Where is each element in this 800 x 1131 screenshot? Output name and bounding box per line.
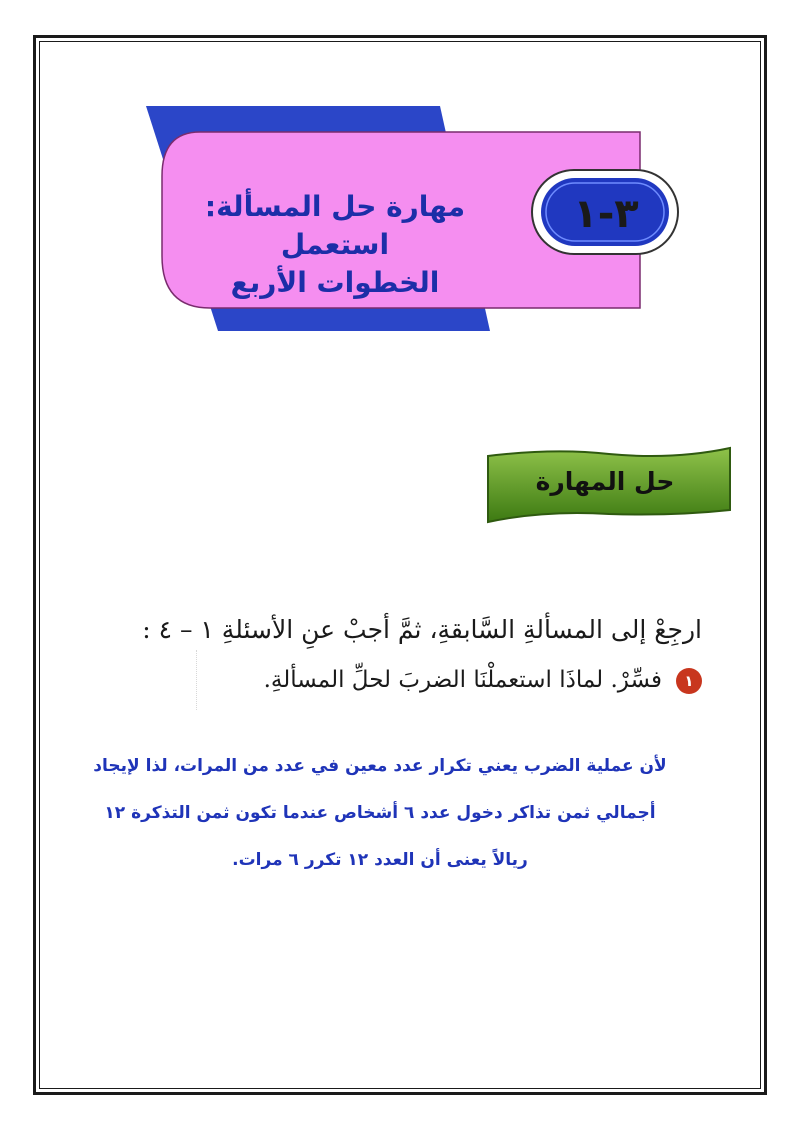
lesson-title-line-2: الخطوات الأربع bbox=[230, 266, 440, 299]
item-text: فسِّرْ. لماذَا استعملْنَا الضربَ لحلِّ المسألةِ. bbox=[263, 667, 662, 693]
skill-header: حل المهارة bbox=[535, 467, 675, 496]
lesson-title-line-1: مهارة حل المسألة: استعمل bbox=[204, 190, 466, 261]
item-number-badge: ١ bbox=[676, 668, 702, 694]
question-item bbox=[82, 660, 702, 700]
answer-line-2: أجمالي ثمن تذاكر دخول عدد ٦ أشخاص عندما تكون ثمن التذكرة ١٢ bbox=[104, 803, 656, 823]
answer-line-3: ريالاً يعنى أن العدد ١٢ تكرر ٦ مرات. bbox=[232, 850, 528, 870]
lesson-number: ٣-١ bbox=[573, 191, 639, 237]
answer-text bbox=[82, 743, 678, 884]
question-instruction: ارجِعْ إلى المسألةِ السَّابقةِ، ثمَّ أجبْ عنِ الأسئلةِ ١ – ٤ : bbox=[142, 615, 702, 644]
answer-line-1: لأن عملية الضرب يعني تكرار عدد معين في عدد من المرات، لذا لإيجاد bbox=[93, 756, 667, 776]
faint-margin-mark bbox=[196, 650, 207, 710]
lesson-title bbox=[160, 188, 510, 302]
